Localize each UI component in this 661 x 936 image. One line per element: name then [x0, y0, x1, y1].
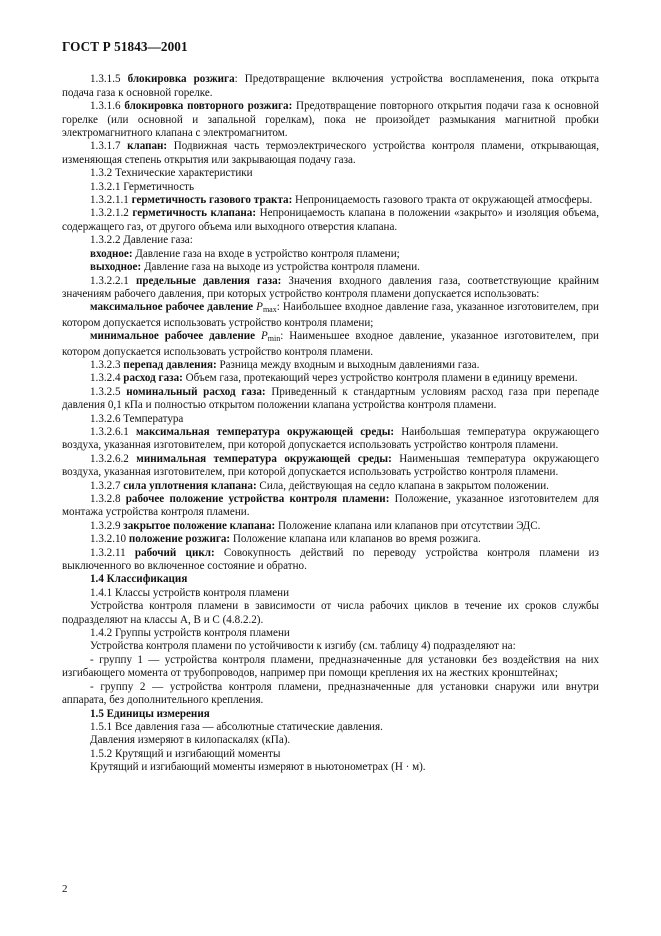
paragraph: 1.3.2.6.2 минимальная температура окружающей среды: Наименьшая температура окружающего воздуха, указанная изготовителем, при которой допускается использовать устройство контроля пламени.	[62, 452, 599, 479]
paragraph: Устройства контроля пламени в зависимости от числа рабочих циклов в течение их сроков службы подразделяют на классы А, В и С (4.8.2.2).	[62, 600, 599, 626]
paragraph: Крутящий и изгибающий моменты измеряют в ньютонометрах (Н · м).	[90, 761, 426, 774]
paragraph: 1.3.2.2.1 предельные давления газа: Значения входного давления газа, соответствующие крайним значениям рабочего давления, при которых устройство контроля пламени допускается использовать:	[62, 274, 599, 300]
paragraph: 1.3.2.4 расход газа: Объем газа, протекающий через устройство контроля пламени в единицу времени.	[90, 372, 578, 385]
section-heading: 1.5 Единицы измерения	[90, 707, 210, 720]
page-number: 2	[62, 883, 68, 895]
paragraph-pmax: максимальное рабочее давление $P_{max}$: Наибольшее входное давление газа, указанное изготовителем, при котором допускается использовать устройство контроля пламени;	[62, 301, 599, 329]
document-header: ГОСТ Р 51843—2001	[62, 39, 188, 54]
paragraph: 1.4.1 Классы устройств контроля пламени	[90, 586, 290, 599]
paragraph: 1.3.2.1.1 герметичность газового тракта: Непроницаемость газового тракта от окружающей атмосферы.	[90, 194, 593, 207]
paragraph: входное: Давление газа на входе в устройство контроля пламени;	[90, 247, 400, 260]
paragraph: 1.3.2.3 перепад давления: Разница между входным и выходным давлениями газа.	[90, 358, 480, 371]
paragraph: выходное: Давление газа на выходе из устройства контроля пламени.	[90, 261, 420, 274]
paragraph: 1.3.2.1.2 герметичность клапана: Непроницаемость клапана в положении «закрыто» и изоляция объема, содержащего газ, от другого объема или выходного отверстия клапана.	[62, 207, 600, 233]
section-heading: 1.4 Классификация	[90, 573, 188, 586]
paragraph: 1.3.2.2 Давление газа:	[90, 234, 193, 247]
paragraph: 1.3.1.6 блокировка повторного розжига: Предотвращение повторного открытия подачи газа к основной горелке (или основной и запальной горелкам), пока не произойдет размыкания магнитной пробки электромагнитного клапана с электромагнитом.	[62, 100, 599, 140]
paragraph: 1.3.2.10 положение розжига: Положение клапана или клапанов во время розжига.	[90, 533, 481, 546]
list-item: - группу 2 — устройства контроля пламени, предназначенные для установки снаружи или внутри аппарата, без дополнительного крепления.	[62, 680, 599, 707]
paragraph: Устройства контроля пламени по устойчивости к изгибу (см. таблицу 4) подразделяют на:	[90, 640, 516, 653]
paragraph: 1.3.2 Технические характеристики	[90, 167, 253, 180]
paragraph: 1.3.1.5 блокировка розжига: Предотвращение включения устройства воспламенения, пока открыта подача газа к основной горелке.	[62, 73, 600, 99]
paragraph: 1.3.2.9 закрытое положение клапана: Положение клапана или клапанов при отсутствии ЭДС.	[90, 519, 541, 532]
paragraph: 1.3.1.7 клапан: Подвижная часть термоэлектрического устройства контроля пламени, открывающая, изменяющая степень открытия или закрывающая подачу газа.	[62, 140, 599, 166]
paragraph: 1.5.1 Все давления газа — абсолютные статические давления.	[90, 720, 383, 733]
paragraph: 1.3.2.1 Герметичность	[90, 180, 195, 193]
paragraph: 1.3.2.11 рабочий цикл: Совокупность действий по переводу устройства контроля пламени из выключенного во включенное состояние и обратно.	[62, 546, 599, 573]
paragraph: 1.3.2.6 Температура	[90, 412, 184, 425]
document-body	[62, 73, 599, 774]
paragraph: 1.3.2.7 сила уплотнения клапана: Сила, действующая на седло клапана в закрытом положении.	[90, 479, 549, 492]
paragraph: 1.4.2 Группы устройств контроля пламени	[90, 627, 290, 640]
paragraph: 1.3.2.8 рабочее положение устройства контроля пламени: Положение, указанное изготовителем для монтажа устройства контроля пламени.	[62, 493, 599, 519]
paragraph-pmin: минимальное рабочее давление $P_{min}$: Наименьшее входное давление, указанное изготовителем, при котором допускается использовать устройство контроля пламени.	[62, 330, 599, 358]
paragraph: 1.3.2.5 номинальный расход газа: Приведенный к стандартным условиям расход газа при перепаде давления 0,1 кПа и полностью открытом положении клапана устройства контроля пламени.	[62, 385, 599, 412]
list-item: - группу 1 — устройства контроля пламени, предназначенные для установки без воздействия на них изгибающего момента от трубопроводов, например при помощи крепления их на жестких кронштейнах;	[62, 653, 599, 680]
paragraph: Давления измеряют в килопаскалях (кПа).	[90, 734, 291, 747]
paragraph: 1.5.2 Крутящий и изгибающий моменты	[90, 747, 281, 760]
paragraph: 1.3.2.6.1 максимальная температура окружающей среды: Наибольшая температура окружающего воздуха, указанная изготовителем, при которой допускается использовать устройство контроля пламени.	[62, 425, 599, 452]
document-page	[62, 40, 599, 775]
